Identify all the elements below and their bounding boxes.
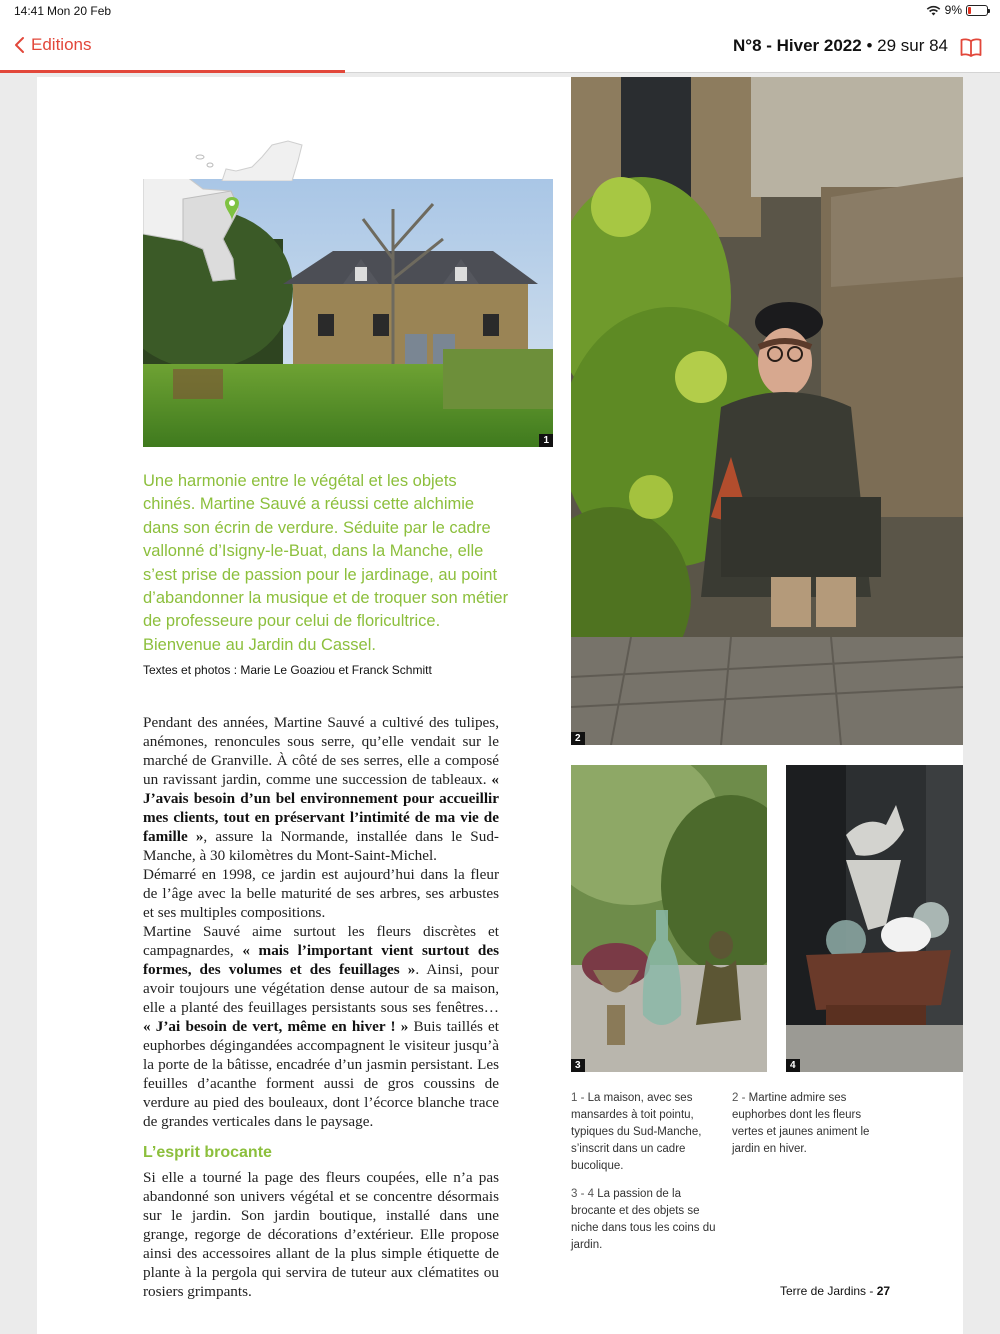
martine-illustration <box>571 77 963 745</box>
book-icon[interactable] <box>960 37 982 57</box>
photo-number: 4 <box>786 1059 800 1072</box>
quote: « J’ai besoin de vert, même en hiver ! » <box>143 1018 409 1035</box>
chevron-left-icon <box>14 36 25 54</box>
status-bar <box>0 0 1000 22</box>
issue-title <box>733 36 948 56</box>
paragraph: Si elle a tourné la page des fleurs coupées, elle n’a pas abandonné son univers végétal et se concentre désormais sur le jardin. Son jardin boutique, installé dans une grange, regorge de décorations d’extérieur. Elle propose ainsi des accessoires allant de la plus simple étiquette de plante à la pergola qui servira de tuteur aux clématites ou rosiers grimpants. <box>143 1169 499 1300</box>
article-body <box>143 713 499 1301</box>
battery-icon <box>966 5 988 16</box>
photo-house <box>143 179 553 447</box>
magazine-page[interactable] <box>37 77 963 1334</box>
photo-number: 1 <box>539 434 553 447</box>
status-date: Mon 20 Feb <box>47 4 112 18</box>
battery-percent: 9% <box>944 3 962 17</box>
section-heading: L’esprit brocante <box>143 1144 272 1161</box>
caption-3-4: 3 - 4 La passion de la brocante et des objets se niche dans tous les coins du jardin. <box>571 1188 716 1251</box>
article-credits: Textes et photos : Marie Le Goaziou et Franck Schmitt <box>143 663 432 677</box>
planter-illustration <box>786 765 963 1072</box>
back-button-label: Editions <box>31 35 92 54</box>
quote: « mais l’important vient surtout des formes, des volumes et des feuillages » <box>143 942 499 978</box>
normandy-map-outline <box>192 139 307 181</box>
paragraph: Martine Sauvé aime surtout les fleurs discrètes et campagnardes, « mais l’important vient surtout des formes, des volumes et des feuillages ». Ainsi, pour avoir toujours une végétation dense autour de sa maison, elle a planté des feuillages persistants sous ses fenêtres… « J’ai besoin de vert, même en hiver ! » Buis taillés et euphorbes dégingandées accompagnent le visiteur jusqu’à la porte de la bâtisse, encadrée d’un jasmin persistant. Les feuilles d’acanthe forment aussi de gros coussins de verdure au pied des bouleaux, dont l’écorce blanche trace de grandes verticales dans le paysage. <box>143 923 499 1130</box>
page-number: 27 <box>876 1284 891 1298</box>
back-button[interactable] <box>14 35 91 55</box>
wifi-icon <box>926 5 941 16</box>
photo-number: 2 <box>571 732 585 745</box>
page-counter: • 29 sur 84 <box>861 36 948 55</box>
status-time: 14:41 <box>14 4 45 18</box>
reader-nav-bar <box>0 22 1000 73</box>
photo-number: 3 <box>571 1059 585 1072</box>
status-right <box>926 3 988 17</box>
photo-martine <box>571 77 963 745</box>
reading-progress-bar <box>0 70 345 73</box>
page-folio <box>780 1284 890 1298</box>
issue-name: N°8 - Hiver 2022 <box>733 36 862 55</box>
article-lead: Une harmonie entre le végétal et les objets chinés. Martine Sauvé a réussi cette alchimie dans son écrin de verdure. Séduite par le cadre vallonné d’Isigny-le-Buat, dans la Manche, elle s’est prise de passion pour le jardinage, au point d’abandonner la musique et de troquer son métier de professeure pour celui de floricultrice. Bienvenue au Jardin du Cassel. <box>143 472 509 654</box>
paragraph: Pendant des années, Martine Sauvé a cultivé des tulipes, anémones, renoncules sous serre, qu’elle vendait sur le marché de Granville. À côté de ses serres, elle a composé un ravissant jardin, comme une succession de tableaux. « J’avais besoin d’un bel environnement pour accueillir mes clients, tout en préservant l’intimité de ma vie de famille », assure la Normande, installée dans le Sud-Manche, à 30 kilomètres du Mont-Saint-Michel. <box>143 714 499 864</box>
still-life-illustration <box>571 765 767 1072</box>
magazine-name: Terre de Jardins - <box>780 1284 877 1298</box>
house-illustration <box>143 179 553 447</box>
photo-brocante-pot <box>571 765 767 1072</box>
caption-2: 2 - Martine admire ses euphorbes dont les fleurs vertes et jaunes animent le jardin en hiver. <box>732 1092 870 1155</box>
paragraph: Démarré en 1998, ce jardin est aujourd’hui dans la fleur de l’âge avec la belle maturité de ses arbres, ses arbustes et ses multiples compositions. <box>143 866 499 921</box>
caption-1: 1 - La maison, avec ses mansardes à toit pointu, typiques du Sud-Manche, s’inscrit dans un cadre bucolique. <box>571 1092 702 1172</box>
photo-rooster-planter <box>786 765 963 1072</box>
quote: « J’avais besoin d’un bel environnement pour accueillir mes clients, tout en préservant l’intimité de ma vie de famille » <box>143 771 499 845</box>
